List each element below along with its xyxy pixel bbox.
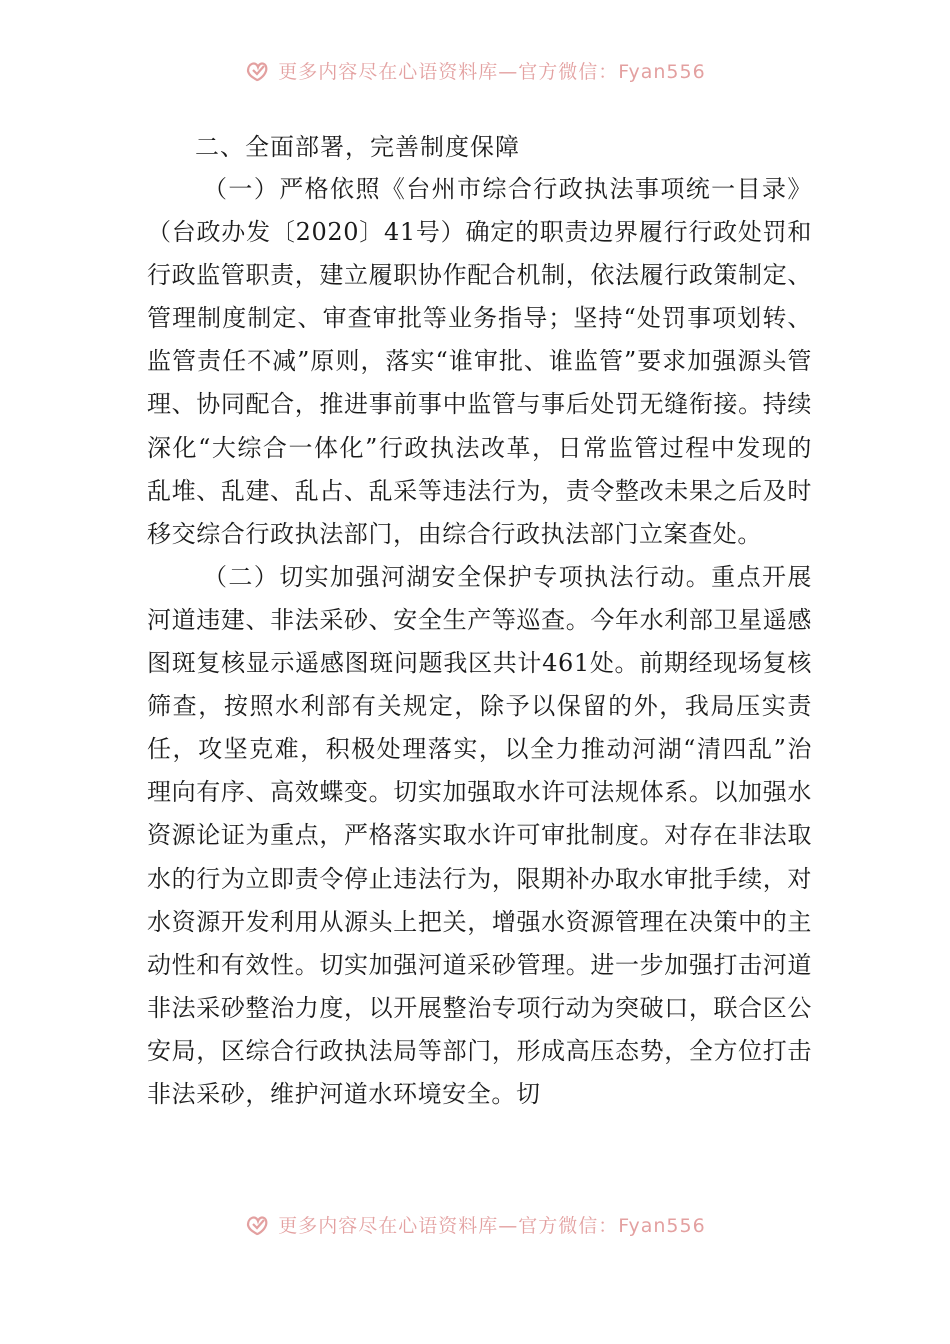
watermark-logo-icon	[244, 1211, 272, 1237]
watermark-text: 更多内容尽在心语资料库—官方微信：Fyan556	[278, 60, 706, 83]
watermark-bottom	[0, 1206, 950, 1242]
paragraph-2: （二）切实加强河湖安全保护专项执法行动。重点开展河道违建、非法采砂、安全生产等巡查。今年水利部卫星遥感图斑复核显示遥感图斑问题我区共计461处。前期经现场复核筛查，按照水利部有关规定，除予以保留的外，我局压实责任，攻坚克难，积极处理落实，以全力推动河湖“清四乱”治理向有序、高效蝶变。切实加强取水许可法规体系。以加强水资源论证为重点，严格落实取水许可审批制度。对存在非法取水的行为立即责令停止违法行为，限期补办取水审批手续，对水资源开发利用从源头上把关，增强水资源管理在决策中的主动性和有效性。切实加强河道采砂管理。进一步加强打击河道非法采砂整治力度，以开展整治专项行动为突破口，联合区公安局，区综合行政执法局等部门，形成高压态势，全方位打击非法采砂，维护河道水环境安全。切	[147, 562, 812, 1108]
document-body	[147, 127, 812, 1116]
section-heading: 二、全面部署，完善制度保障	[195, 133, 520, 161]
paragraph-1: （一）严格依照《台州市综合行政执法事项统一目录》（台政办发〔2020〕41号）确定的职责边界履行行政处罚和行政监管职责，建立履职协作配合机制，依法履行政策制定、管理制度制定、审查审批等业务指导；坚持“处罚事项划转、监管责任不减”原则，落实“谁审批、谁监管”要求加强源头管理、协同配合，推进事前事中监管与事后处罚无缝衔接。持续深化“大综合一体化”行政执法改革，日常监管过程中发现的乱堆、乱建、乱占、乱采等违法行为，责令整改未果之后及时移交综合行政执法部门，由综合行政执法部门立案查处。	[147, 175, 812, 548]
watermark-logo-icon	[244, 57, 272, 83]
watermark-top	[0, 52, 950, 88]
watermark-text: 更多内容尽在心语资料库—官方微信：Fyan556	[278, 1214, 706, 1237]
